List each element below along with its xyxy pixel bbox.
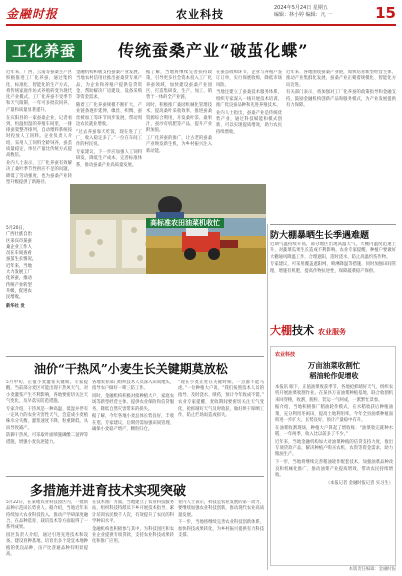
paragraph: 近期气温持续升高，部分地区出现高温天气，大棚内温度迅速上升，对蔬菜瓜果生长造成不利影响。农业专家提醒，种植户要做好大棚通风降温工作，合理遮阳，适时浇水，防止高温灼伤作物。 (270, 242, 396, 260)
section-divider (6, 476, 264, 477)
paragraph: 专家介绍，干热风是一种高温、低湿并伴有一定风力的农业灾害性天气，会造成小麦植株水分失衡，灌浆速度下降，粒重降低，从而导致减产。 (6, 406, 88, 431)
paragraph: 防御干热风，可采取叶面喷施磷酸二氢钾等措施，增强小麦抗逆能力。 (6, 433, 88, 445)
harvest-photo-label: 高标准农田油菜机收忙 (146, 218, 224, 228)
paragraph: 据了解，今年各地小麦总体长势良好，丰收在望。专家建议，后期仍需加强田间管理，确保小麦稳产增产，颗粒归仓。 (92, 414, 174, 433)
paragraph: 农业专家提醒，麦收期间要密切关注天气变化，抢抓晴好天气及时收获，做好烘干晾晒工作，防止烂场雨造成损失。 (178, 400, 264, 418)
main-story-col-2 (76, 70, 142, 180)
section-divider (270, 224, 396, 225)
paragraph: 据介绍，当地积极推广稻油轮作模式，在水稻收获后种植油菜，充分利用冬闲田，提高土地利用率。今年全县油菜种植面积进一步扩大，长势良好，预计产量稳中有升。 (275, 405, 393, 423)
bulletin-title (270, 322, 346, 338)
bulletin-header (270, 322, 396, 344)
caption-line: 化养蚕，推动 (6, 276, 32, 282)
notice-subtitle: 稻油轮作促增收 (309, 372, 359, 380)
paragraph: 同时，积极推广桑园机械化管理技术，提高桑叶采收效率，推进蚕桑资源综合利用，开发桑叶茶、桑果汁、蚕沙有机肥等产品，提升产业附加值。 (146, 102, 212, 134)
masthead (6, 4, 396, 26)
editor-line: 编辑：林小婷 编辑：凡 一 (274, 12, 333, 18)
paragraph: 在蚕茧收购环节，企业与养殖户签订订单，实行保底收购，降低市场风险。 (216, 70, 282, 88)
photo-caption (6, 226, 66, 310)
rapeseed-harvest-photo (146, 218, 266, 274)
caption-line: 大力发展工厂 (6, 270, 32, 276)
notice-header: 农业科技 (275, 352, 296, 358)
main-headline-banner (6, 40, 396, 64)
paragraph: 5月中旬，正值小麦灌浆关键期。专家提醒，当前部分麦区可能出现干热风天气，对小麦灌浆产生不利影响，各地要密切关注天气变化，及早落实防范措施。 (6, 380, 88, 404)
paragraph: 有关部门表示，将加强对工厂化养蚕的政策指导和金融支持，鼓励金融机构创新产品和服务模式，为产业发展提供有力保障。 (286, 90, 396, 108)
paragraph: 近年来，各地围绕蚕桑产业链，加快培育新型经营主体，推动产业集群化发展，蚕桑产业正朝着规模化、智能化方向迈进。 (286, 70, 396, 88)
paragraph: 金融机构也积极参与其中，为科技园区和农业企业提供专项贷款，支持农业科技成果转化和推广应用。 (92, 526, 174, 545)
notice-text (275, 385, 393, 488)
section-divider (6, 356, 264, 357)
notice-title: 万亩油菜收割忙 (307, 361, 361, 370)
section-title: 农业科技 (176, 8, 224, 21)
paragraph: 工厂化养蚕的推广，让古老的蚕桑产业焕发新生机，为乡村振兴注入新动能。 (146, 135, 212, 154)
notice-credit: （本报记者 金融时报记者 实习生） (325, 480, 393, 486)
bulletin-subtitle: 农业服务 (318, 328, 346, 336)
right-story-headline: 防大棚暴晒生长季遇难题 (270, 231, 370, 241)
paragraph: “过去养蚕靠天吃饭，现在进了工厂，收入稳定多了。”一位在车间工作的村民说。 (76, 129, 142, 148)
caption-line: 广西壮族自治 (6, 232, 32, 238)
bulletin-title-part1: 大棚 (270, 324, 292, 337)
lower-story-col-2 (92, 380, 174, 472)
caption-line: 桑企业工作人 (6, 244, 32, 250)
paragraph: 当地还建立了蚕桑技术服务体系，组织专家深入一线开展技术培训，推广优良蚕品种和先进养殖技术。 (216, 90, 282, 108)
paragraph: 下一步，当地将继续完善农业科技创新体系，加快科技成果转化，为乡村振兴提供有力科技支撑。 (178, 520, 264, 538)
lower-story-col-1 (6, 380, 88, 472)
caption-line: 区来宾市某蚕 (6, 238, 32, 244)
date-line: 2024年5月24日 星期五 (274, 5, 328, 11)
lower-story-headline: 油价“干热风”小麦生长关键期莫放松 (34, 362, 228, 376)
column-divider (267, 224, 268, 570)
paragraph: 下一步，当地将继续完善稻油轮作配套技术，加强油菜品种改良和机械化推广，推动油菜产业提质增效，带动农民持续增收。 (275, 460, 393, 478)
caption-line: 传统产业转型 (6, 282, 32, 288)
paragraph: 同时，金融机构积极对接种植大户、家庭农场等新型经营主体，提供农业保险和信贷服务，降低自然灾害带来的损失。 (92, 394, 174, 412)
paragraph: 在宾阳县的一家蚕桑企业，记者看到，恒温恒湿的养殖车间里，一排排蚕架整齐排列，自动喂料系统按时投放人工饲料。企业负责人介绍，采用人工饲料全龄饲养，蚕茧质量稳定，单位产量比传统方式提高数倍。 (6, 115, 72, 159)
main-story-col-5 (286, 70, 396, 180)
bottom-story-col-1 (6, 500, 88, 570)
page-footer: 本版责任编辑：金融时报 (348, 567, 396, 572)
paragraph: 园区负责人介绍，通过引进先进技术和设备，建设育种基地，培育出多个适宜本地种植的优良品种，亩产比普通品种有明显提高。 (6, 532, 88, 557)
paragraph: 随着工厂化养蚕规模不断扩大，产业链条逐步延伸，缫丝、织绸、蚕丝被加工等环节同步发展，带动周边农民就业增收。 (76, 102, 142, 127)
main-story-col-3 (146, 70, 212, 180)
caption-line: 升级，促进农 (6, 288, 32, 294)
paragraph: 业内人士指出，蚕桑产业是传统优势产业，通过科技赋能和模式创新，可以实现提质增效，助力农民持续增收。 (216, 110, 282, 135)
paragraph: 近年来，广西、云南等蚕桑主产区积极推进工厂化养蚕，通过集约化、标准化、智能化的生产方式，将传统家庭作坊式养殖转变为现代化产业模式。工厂化养蚕不受季节和天气限制，一年可多批次饲养，产量和质量显著提升。 (6, 70, 72, 113)
headline-tag: 工化养蚕 (6, 40, 82, 62)
paragraph: 近年来，当地金融机构加大对油菜种植的信贷支持力度，推出专项贷款产品，解决种植户购买农机、农资等资金需求，助力粮油生产。 (275, 439, 393, 458)
paragraph: 本报讯 眼下，正值油菜收获季节，各地抢抓晴好天气，组织农机开展油菜收割作业。在某县万亩油菜种植基地，联合收割机来回穿梭，收割、脱粒、装运一气呵成，一派繁忙景象。 (275, 385, 393, 403)
bottom-story-col-2 (92, 500, 174, 570)
caption-line: 近年来，当地 (6, 263, 32, 269)
caption-line: 民增收。 (6, 295, 24, 301)
page-number: 15 (375, 4, 396, 22)
notice-box (270, 346, 396, 566)
bottom-story-headline: 多措施并进育技术实现突破 (30, 484, 187, 499)
paragraph: 据了解，当地将继续完善扶持政策，引导更多社会资本投入工厂化养蚕领域，加快建设蚕桑产业园区，打造集研发、生产、加工、销售于一体的全产业链。 (146, 70, 212, 101)
photo-credit: 新华社 发 (6, 303, 25, 309)
newspaper-logo: 金融时报 (6, 7, 59, 21)
caption-line: 员在车间查看 (6, 251, 32, 257)
paragraph: 专家建议，下一步应加强人工饲料研发，降低生产成本，完善标准体系，推动蚕桑产业高质量发展。 (76, 150, 142, 168)
paragraph: 各地农业部门组织技术人员深入田间地头，指导农户做好一喷三防工作。 (92, 380, 174, 392)
paragraph: 专家建议，可采用覆盖遮阳网、喷淋降温等措施，同时加强田间管理，增施有机肥，提高作物抗逆性，保障蔬菜稳产保供。 (270, 262, 396, 274)
paragraph: 金融机构积极支持蚕桑产业发展。当地农村信用社推出蚕桑贷专项产品，为企业和养殖户提供信贷资金，帮助解决厂房建设、设备采购等资金需求。 (76, 70, 142, 101)
paragraph: 业内人士表示，工厂化养蚕有效解决了桑叶季节性供应不足的问题，降低了劳动强度，也为蚕桑产业转型升级提供了新路径。 (6, 161, 72, 186)
main-story-col-1 (6, 70, 72, 220)
caption-line: 5月20日， (6, 226, 28, 231)
paragraph: “现在小麦正处在关键时期，一点都不能马虎。”一位种植大户说，“我们按照技术人员的指导，及时浇水、喷药，预计今年收成不错。” (178, 380, 264, 398)
lower-story-col-3 (178, 380, 264, 472)
paragraph: 在技术推广方面，当地建立了农业科技服务站，组织科技特派员下乡开展技术指导，累计培训农民数千人次，有效提升了农民的科学种田水平。 (92, 500, 174, 524)
right-story-text (270, 242, 396, 320)
main-story-col-4 (216, 70, 282, 180)
paragraph: 业内人士表示，科技是农业发展的第一动力，要继续加强农业科技创新，推动现代农业高质量发展。 (178, 500, 264, 518)
caption-line: 蚕茧生长情况。 (6, 257, 37, 263)
bulletin-title-part2: 技术 (292, 324, 314, 337)
paragraph: 5月22日，在某地农业科技园区内，一批新品种示范田长势喜人。据介绍，当地近年来持续加大农业科技投入，推动产学研深度融合，在品种选育、栽培技术等方面取得了一系列成果。 (6, 500, 88, 531)
main-headline: 传统蚕桑产业“破茧化蝶” (118, 41, 309, 60)
paragraph: 在油菜收割现场，种植大户算起了增收账：“油菜收完就种水稻，一年两季，收入比以前多了不少。” (275, 425, 393, 438)
bottom-story-col-3 (178, 500, 264, 570)
dateline (274, 5, 364, 19)
